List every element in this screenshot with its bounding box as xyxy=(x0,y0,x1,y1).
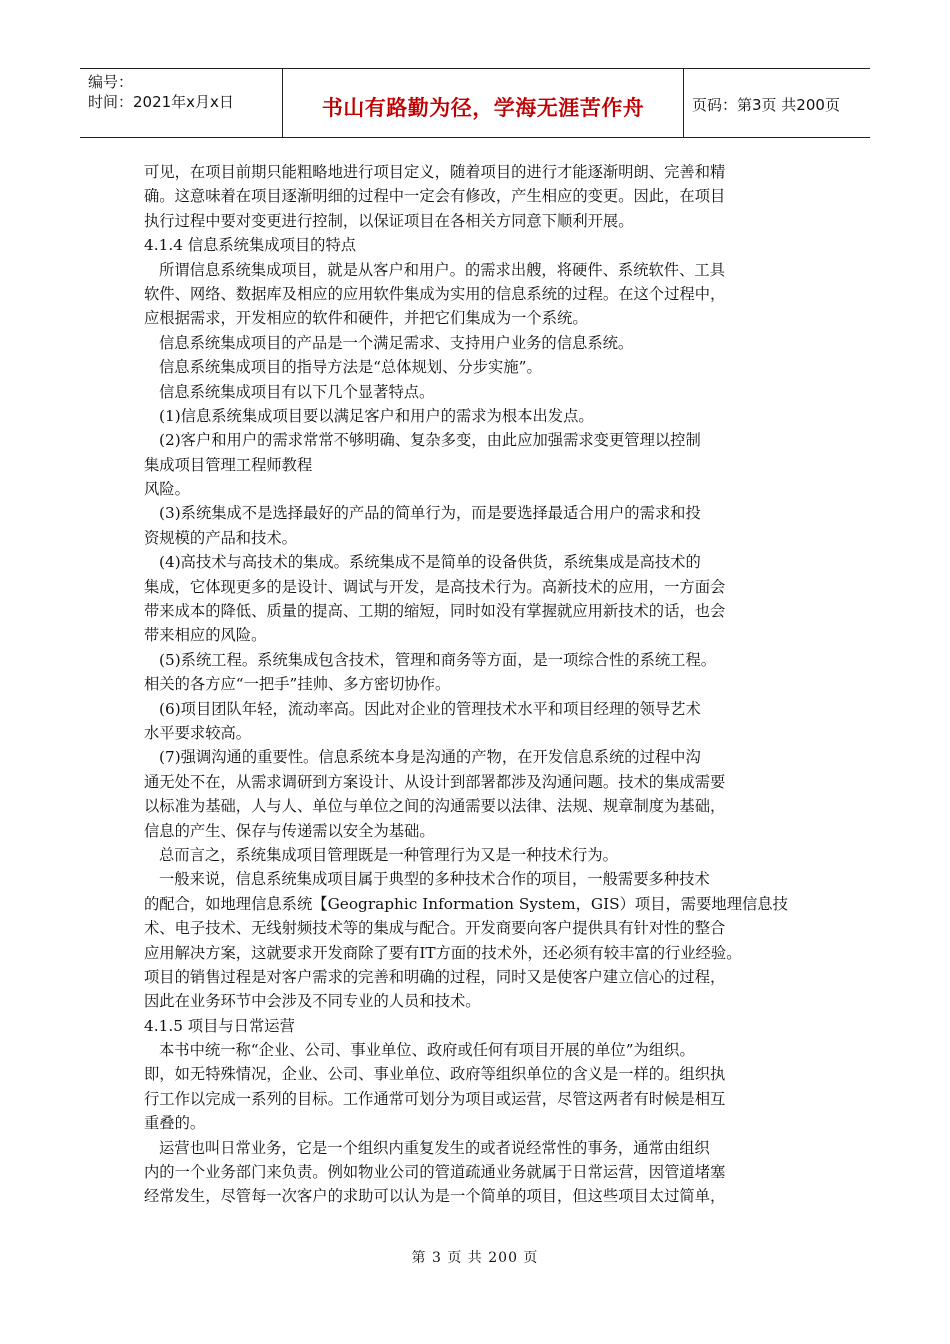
page-footer: 第 3 页 共 200 页 xyxy=(411,1250,539,1266)
body-text-line: 术、电子技术、无线射频技术等的集成与配合。开发商要向客户提供具有针对性的整合 xyxy=(144,919,726,938)
page-header xyxy=(80,68,870,138)
body-text-line: 一般来说，信息系统集成项目属于典型的多种技术合作的项目，一般需要多种技术 xyxy=(159,870,710,889)
body-text-line: 所谓信息系统集成项目，就是从客户和用户。的需求出艘，将硬件、系统软件、工具 xyxy=(159,260,725,279)
body-text-line: 运营也叫日常业务，它是一个组织内重复发生的或者说经常性的事务，通常由组织 xyxy=(159,1138,710,1157)
header-right-cell xyxy=(682,69,870,137)
body-text-line: 执行过程中要对变更进行控制，以保证项目在各相关方同意下顺利开展。 xyxy=(144,211,634,230)
body-text-line: 信息的产生、保存与传递需以安全为基础。 xyxy=(144,821,435,840)
body-text-line: 带来相应的风险。 xyxy=(144,626,267,645)
body-text-line: 集成项目管理工程师教程 xyxy=(144,455,313,474)
body-text-line: 本书中统一称“企业、公司、事业单位、政府或任何有项目开展的单位”为组织。 xyxy=(159,1041,695,1060)
body-text-line: (2)客户和用户的需求常常不够明确、复杂多变，由此应加强需求变更管理以控制 xyxy=(159,431,701,450)
body-text-line: (4)高技术与高技术的集成。系统集成不是简单的设备供货，系统集成是高技术的 xyxy=(159,553,701,572)
body-text-line: 带来成本的降低、质量的提高、工期的缩短，同时如没有掌握就应用新技术的话，也会 xyxy=(144,602,726,621)
body-text-line: (6)项目团队年轻，流动率高。因此对企业的管理技术水平和项目经理的领导艺术 xyxy=(159,699,701,718)
document-number-label: 编号： xyxy=(88,73,134,91)
body-text-line: 以标准为基础，人与人、单位与单位之间的沟通需要以法律、法规、规章制度为基础， xyxy=(144,797,726,816)
body-text-line: 的配合，如地理信息系统【Geographic Information System，GIS）项目，需要地理信息技 xyxy=(144,894,788,913)
body-text-line: 信息系统集成项目有以下几个显著特点。 xyxy=(159,382,435,401)
body-text-line: (5)系统工程。系统集成包含技术，管理和商务等方面，是一项综合性的系统工程。 xyxy=(159,650,717,669)
body-text-line: 确。这意味着在项目逐渐明细的过程中一定会有修改，产生相应的变更。因此，在项目 xyxy=(144,187,726,206)
body-text-line: 相关的各方应“一把手”挂帅、多方密切协作。 xyxy=(144,675,451,694)
body-text-line: 行工作以完成一系列的目标。工作通常可划分为项目或运营，尽管这两者有时候是相互 xyxy=(144,1089,726,1108)
body-text-line: 因此在业务环节中会涉及不同专业的人员和技术。 xyxy=(144,992,481,1011)
body-text-line: 应根据需求，开发相应的软件和硬件，并把它们集成为一个系统。 xyxy=(144,309,588,328)
body-text-line: 应用解决方案，这就要求开发商除了要有IT方面的技术外，还必须有较丰富的行业经验。 xyxy=(144,943,742,962)
body-text-line: (1)信息系统集成项目要以满足客户和用户的需求为根本出发点。 xyxy=(159,406,594,425)
body-text-line: 可见，在项目前期只能粗略地进行项目定义，随着项目的进行才能逐渐明朗、完善和精 xyxy=(144,163,726,181)
body-text-line: 4.1.4 信息系统集成项目的特点 xyxy=(144,236,357,255)
body-text-line: 内的一个业务部门来负责。例如物业公司的管道疏通业务就属于日常运营，因管道堵塞 xyxy=(144,1163,726,1182)
body-text-line: 经常发生，尽管每一次客户的求助可以认为是一个简单的项目，但这些项目太过简单， xyxy=(144,1187,726,1206)
body-text-line: 项目的销售过程是对客户需求的完善和明确的过程，同时又是使客户建立信心的过程， xyxy=(144,967,726,986)
body-text-line: 4.1.5 项目与日常运营 xyxy=(144,1016,295,1035)
header-motto-cell xyxy=(282,69,684,137)
body-text-line: 信息系统集成项目的产品是一个满足需求、支持用户业务的信息系统。 xyxy=(159,333,634,352)
body-text-line: 风险。 xyxy=(144,480,190,499)
header-left-cell xyxy=(80,69,282,137)
body-text-line: (7)强调沟通的重要性。信息系统本身是沟通的产物，在开发信息系统的过程中沟 xyxy=(159,748,701,767)
body-text-line: 通无处不在，从需求调研到方案设计、从设计到部署都涉及沟通问题。技术的集成需要 xyxy=(144,772,726,791)
document-body xyxy=(144,160,804,1209)
body-text-line: 集成，它体现更多的是设计、调试与开发，是高技术行为。高新技术的应用，一方面会 xyxy=(144,577,726,596)
header-motto: 书山有路勤为径，学海无涯苦作舟 xyxy=(321,96,645,120)
body-text-line: 软件、网络、数据库及相应的应用软件集成为实用的信息系统的过程。在这个过程中， xyxy=(144,284,726,303)
body-text-line: 水平要求较高。 xyxy=(144,723,252,742)
body-text-line: 重叠的。 xyxy=(144,1114,206,1133)
body-text-line: 信息系统集成项目的指导方法是“总体规划、分步实施”。 xyxy=(159,358,542,377)
body-text-line: 资规模的产品和技术。 xyxy=(144,528,297,547)
header-page-code: 页码：第3页 共200页 xyxy=(692,96,840,114)
document-time-label: 时间：2021年x月x日 xyxy=(88,93,234,111)
body-text-line: (3)系统集成不是选择最好的产品的简单行为，而是要选择最适合用户的需求和投 xyxy=(159,504,701,523)
body-text-line: 总而言之，系统集成项目管理既是一种管理行为又是一种技术行为。 xyxy=(159,845,618,864)
body-text-line: 即，如无特殊情况，企业、公司、事业单位、政府等组织单位的含义是一样的。组织执 xyxy=(144,1065,726,1084)
